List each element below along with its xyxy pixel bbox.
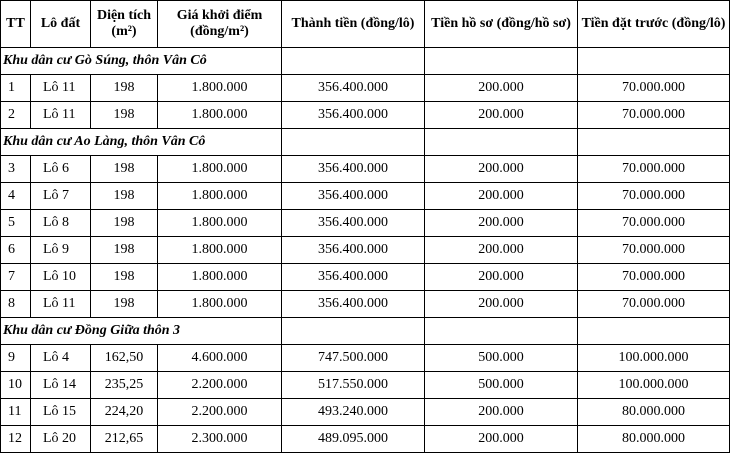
row-lo-dat: Lô 15 [31,399,91,426]
row-tien-ho-so: 200.000 [425,183,578,210]
row-dien-tich: 198 [91,210,158,237]
row-lo-dat: Lô 14 [31,372,91,399]
row-dien-tich: 224,20 [91,399,158,426]
row-tt: 8 [1,291,31,318]
row-tt: 1 [1,75,31,102]
row-lo-dat: Lô 20 [31,426,91,453]
row-dien-tich: 162,50 [91,345,158,372]
table-row [1,291,730,318]
header-tt: TT [1,1,31,48]
row-tt: 4 [1,183,31,210]
row-thanh-tien: 356.400.000 [282,210,425,237]
header-row [1,1,730,48]
row-gia-khoi-diem: 1.800.000 [158,210,282,237]
section-row [1,129,730,156]
row-thanh-tien: 489.095.000 [282,426,425,453]
header-gia-khoi-diem: Giá khởi điểm (đồng/m²) [158,1,282,48]
row-tien-ho-so: 500.000 [425,372,578,399]
row-gia-khoi-diem: 2.200.000 [158,399,282,426]
table-row [1,156,730,183]
row-gia-khoi-diem: 2.200.000 [158,372,282,399]
row-tien-ho-so: 200.000 [425,237,578,264]
row-lo-dat: Lô 11 [31,102,91,129]
section-empty-cell [425,129,578,156]
header-lo-dat: Lô đất [31,1,91,48]
row-tien-ho-so: 200.000 [425,426,578,453]
section-row [1,48,730,75]
row-thanh-tien: 356.400.000 [282,75,425,102]
row-gia-khoi-diem: 1.800.000 [158,183,282,210]
section-empty-cell [282,318,425,345]
row-lo-dat: Lô 8 [31,210,91,237]
row-tt: 3 [1,156,31,183]
table-row [1,183,730,210]
table-body [1,48,730,453]
row-tien-dat-truoc: 70.000.000 [578,183,730,210]
row-tien-dat-truoc: 70.000.000 [578,156,730,183]
row-tien-dat-truoc: 100.000.000 [578,345,730,372]
row-thanh-tien: 517.550.000 [282,372,425,399]
row-tien-dat-truoc: 70.000.000 [578,102,730,129]
section-empty-cell [578,129,730,156]
row-tien-dat-truoc: 100.000.000 [578,372,730,399]
table-row [1,345,730,372]
row-tien-ho-so: 500.000 [425,345,578,372]
row-gia-khoi-diem: 1.800.000 [158,291,282,318]
row-tien-dat-truoc: 70.000.000 [578,210,730,237]
row-dien-tich: 235,25 [91,372,158,399]
row-gia-khoi-diem: 1.800.000 [158,75,282,102]
section-empty-cell [282,48,425,75]
row-dien-tich: 198 [91,264,158,291]
row-tt: 2 [1,102,31,129]
row-gia-khoi-diem: 1.800.000 [158,264,282,291]
row-gia-khoi-diem: 1.800.000 [158,102,282,129]
row-tien-ho-so: 200.000 [425,75,578,102]
row-tt: 5 [1,210,31,237]
row-tien-dat-truoc: 70.000.000 [578,264,730,291]
row-gia-khoi-diem: 1.800.000 [158,156,282,183]
row-thanh-tien: 493.240.000 [282,399,425,426]
table-row [1,237,730,264]
row-dien-tich: 198 [91,183,158,210]
header-dien-tich: Diện tích (m²) [91,1,158,48]
row-tt: 9 [1,345,31,372]
row-dien-tich: 198 [91,237,158,264]
row-thanh-tien: 356.400.000 [282,156,425,183]
row-tt: 11 [1,399,31,426]
section-empty-cell [282,129,425,156]
section-title: Khu dân cư Đồng Giữa thôn 3 [1,318,282,345]
header-tien-ho-so: Tiền hồ sơ (đồng/hồ sơ) [425,1,578,48]
row-tien-ho-so: 200.000 [425,399,578,426]
row-dien-tich: 198 [91,291,158,318]
row-thanh-tien: 356.400.000 [282,237,425,264]
row-lo-dat: Lô 9 [31,237,91,264]
row-lo-dat: Lô 11 [31,291,91,318]
table-row [1,372,730,399]
row-gia-khoi-diem: 1.800.000 [158,237,282,264]
row-tien-ho-so: 200.000 [425,291,578,318]
table-row [1,426,730,453]
section-empty-cell [425,48,578,75]
table-row [1,75,730,102]
row-tien-dat-truoc: 70.000.000 [578,237,730,264]
row-tt: 10 [1,372,31,399]
row-tien-ho-so: 200.000 [425,264,578,291]
row-thanh-tien: 356.400.000 [282,183,425,210]
row-dien-tich: 212,65 [91,426,158,453]
section-title: Khu dân cư Ao Làng, thôn Vân Cô [1,129,282,156]
row-tien-ho-so: 200.000 [425,156,578,183]
row-tt: 7 [1,264,31,291]
row-dien-tich: 198 [91,156,158,183]
section-title: Khu dân cư Gò Súng, thôn Vân Cô [1,48,282,75]
row-lo-dat: Lô 10 [31,264,91,291]
row-lo-dat: Lô 4 [31,345,91,372]
section-empty-cell [578,48,730,75]
row-lo-dat: Lô 6 [31,156,91,183]
section-empty-cell [578,318,730,345]
row-tien-ho-so: 200.000 [425,102,578,129]
header-tien-dat-truoc: Tiền đặt trước (đồng/lô) [578,1,730,48]
row-lo-dat: Lô 11 [31,75,91,102]
row-tien-dat-truoc: 70.000.000 [578,291,730,318]
row-dien-tich: 198 [91,102,158,129]
section-row [1,318,730,345]
row-thanh-tien: 747.500.000 [282,345,425,372]
table-row [1,264,730,291]
header-thanh-tien: Thành tiền (đồng/lô) [282,1,425,48]
row-thanh-tien: 356.400.000 [282,264,425,291]
row-tien-dat-truoc: 80.000.000 [578,399,730,426]
row-dien-tich: 198 [91,75,158,102]
section-empty-cell [425,318,578,345]
row-lo-dat: Lô 7 [31,183,91,210]
table-row [1,210,730,237]
row-tt: 12 [1,426,31,453]
row-thanh-tien: 356.400.000 [282,291,425,318]
row-tien-dat-truoc: 80.000.000 [578,426,730,453]
row-gia-khoi-diem: 4.600.000 [158,345,282,372]
row-tien-dat-truoc: 70.000.000 [578,75,730,102]
table-row [1,102,730,129]
row-gia-khoi-diem: 2.300.000 [158,426,282,453]
row-tt: 6 [1,237,31,264]
table-row [1,399,730,426]
row-tien-ho-so: 200.000 [425,210,578,237]
row-thanh-tien: 356.400.000 [282,102,425,129]
